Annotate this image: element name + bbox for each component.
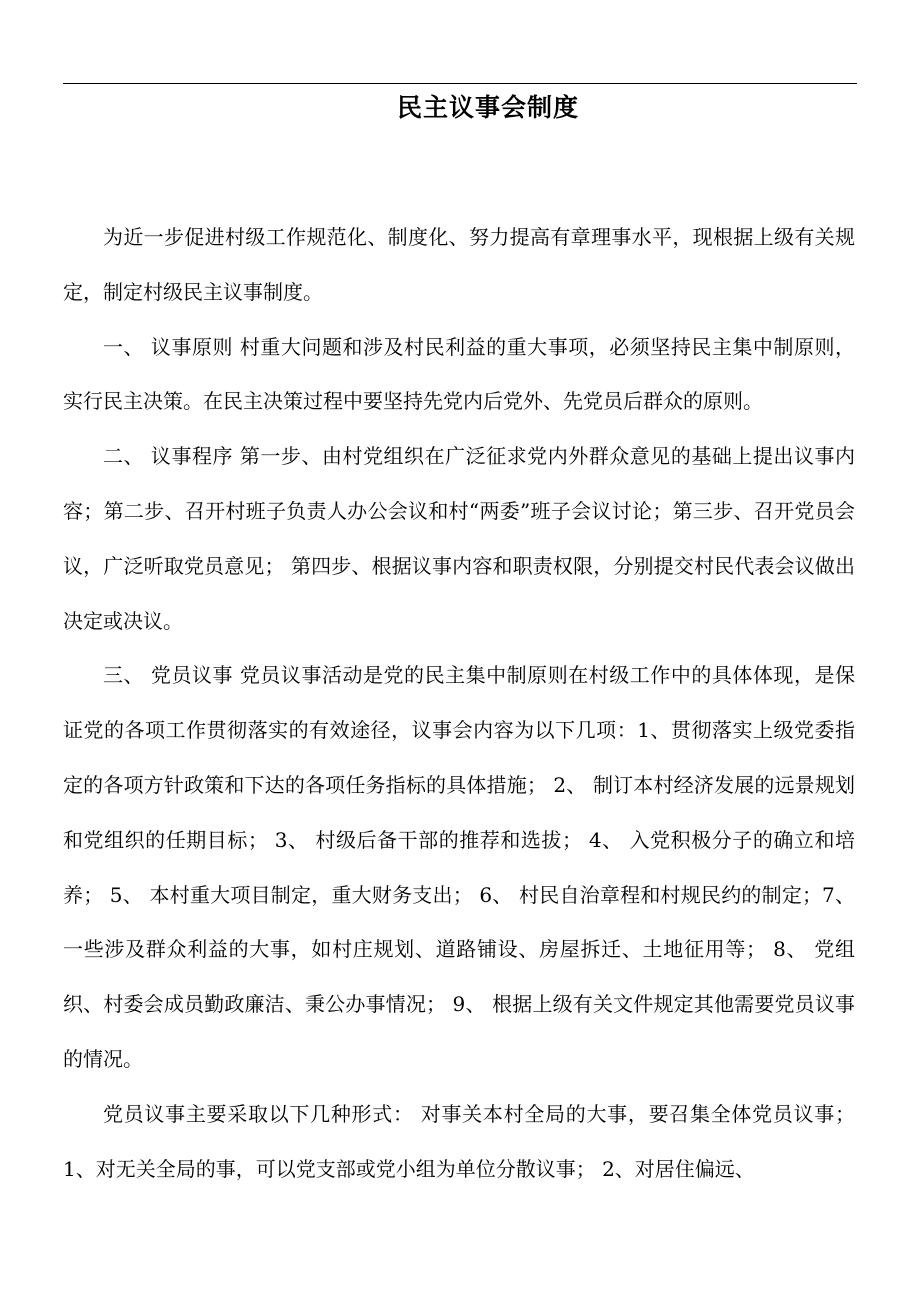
- document-body: [63, 210, 855, 1196]
- paragraph-principle: 一、 议事原则 村重大问题和涉及村民利益的重大事项，必须坚持民主集中制原则，实行民主决策。在民主决策过程中要坚持先党内后党外、先党员后群众的原则。: [63, 334, 855, 414]
- header-rule: [63, 83, 857, 84]
- paragraph-member-deliberation: 三、 党员议事 党员议事活动是党的民主集中制原则在村级工作中的具体体现，是保证党的各项工作贯彻落实的有效途径，议事会内容为以下几项：1、贯彻落实上级党委指定的各项方针政策和下达的各项任务指标的具体措施； 2、 制订本村经济发展的远景规划和党组织的任期目标； 3、 村级后备干部的推荐和选拔； 4、 入党积极分子的确立和培养； 5、 本村重大项目制定，重大财务支出； 6、 村民自治章程和村规民约的制定；7、一些涉及群众利益的大事，如村庄规划、道路铺设、房屋拆迁、土地征用等； 8、 党组织、村委会成员勤政廉洁、秉公办事情况； 9、 根据上级有关文件规定其他需要党员议事的情况。: [63, 663, 855, 1071]
- paragraph-forms: 党员议事主要采取以下几种形式： 对事关本村全局的大事，要召集全体党员议事； 1、对无关全局的事，可以党支部或党小组为单位分散议事； 2、对居住偏远、: [63, 1101, 855, 1181]
- paragraph-procedure: 二、 议事程序 第一步、由村党组织在广泛征求党内外群众意见的基础上提出议事内容；第二步、召开村班子负责人办公会议和村“两委”班子会议讨论；第三步、召开党员会议，广泛听取党员意见； 第四步、根据议事内容和职责权限，分别提交村民代表会议做出决定或决议。: [63, 444, 855, 633]
- document-title: 民主议事会制度: [396, 93, 579, 122]
- paragraph-intro: 为近一步促进村级工作规范化、制度化、努力提高有章理事水平，现根据上级有关规定，制定村级民主议事制度。: [63, 225, 855, 304]
